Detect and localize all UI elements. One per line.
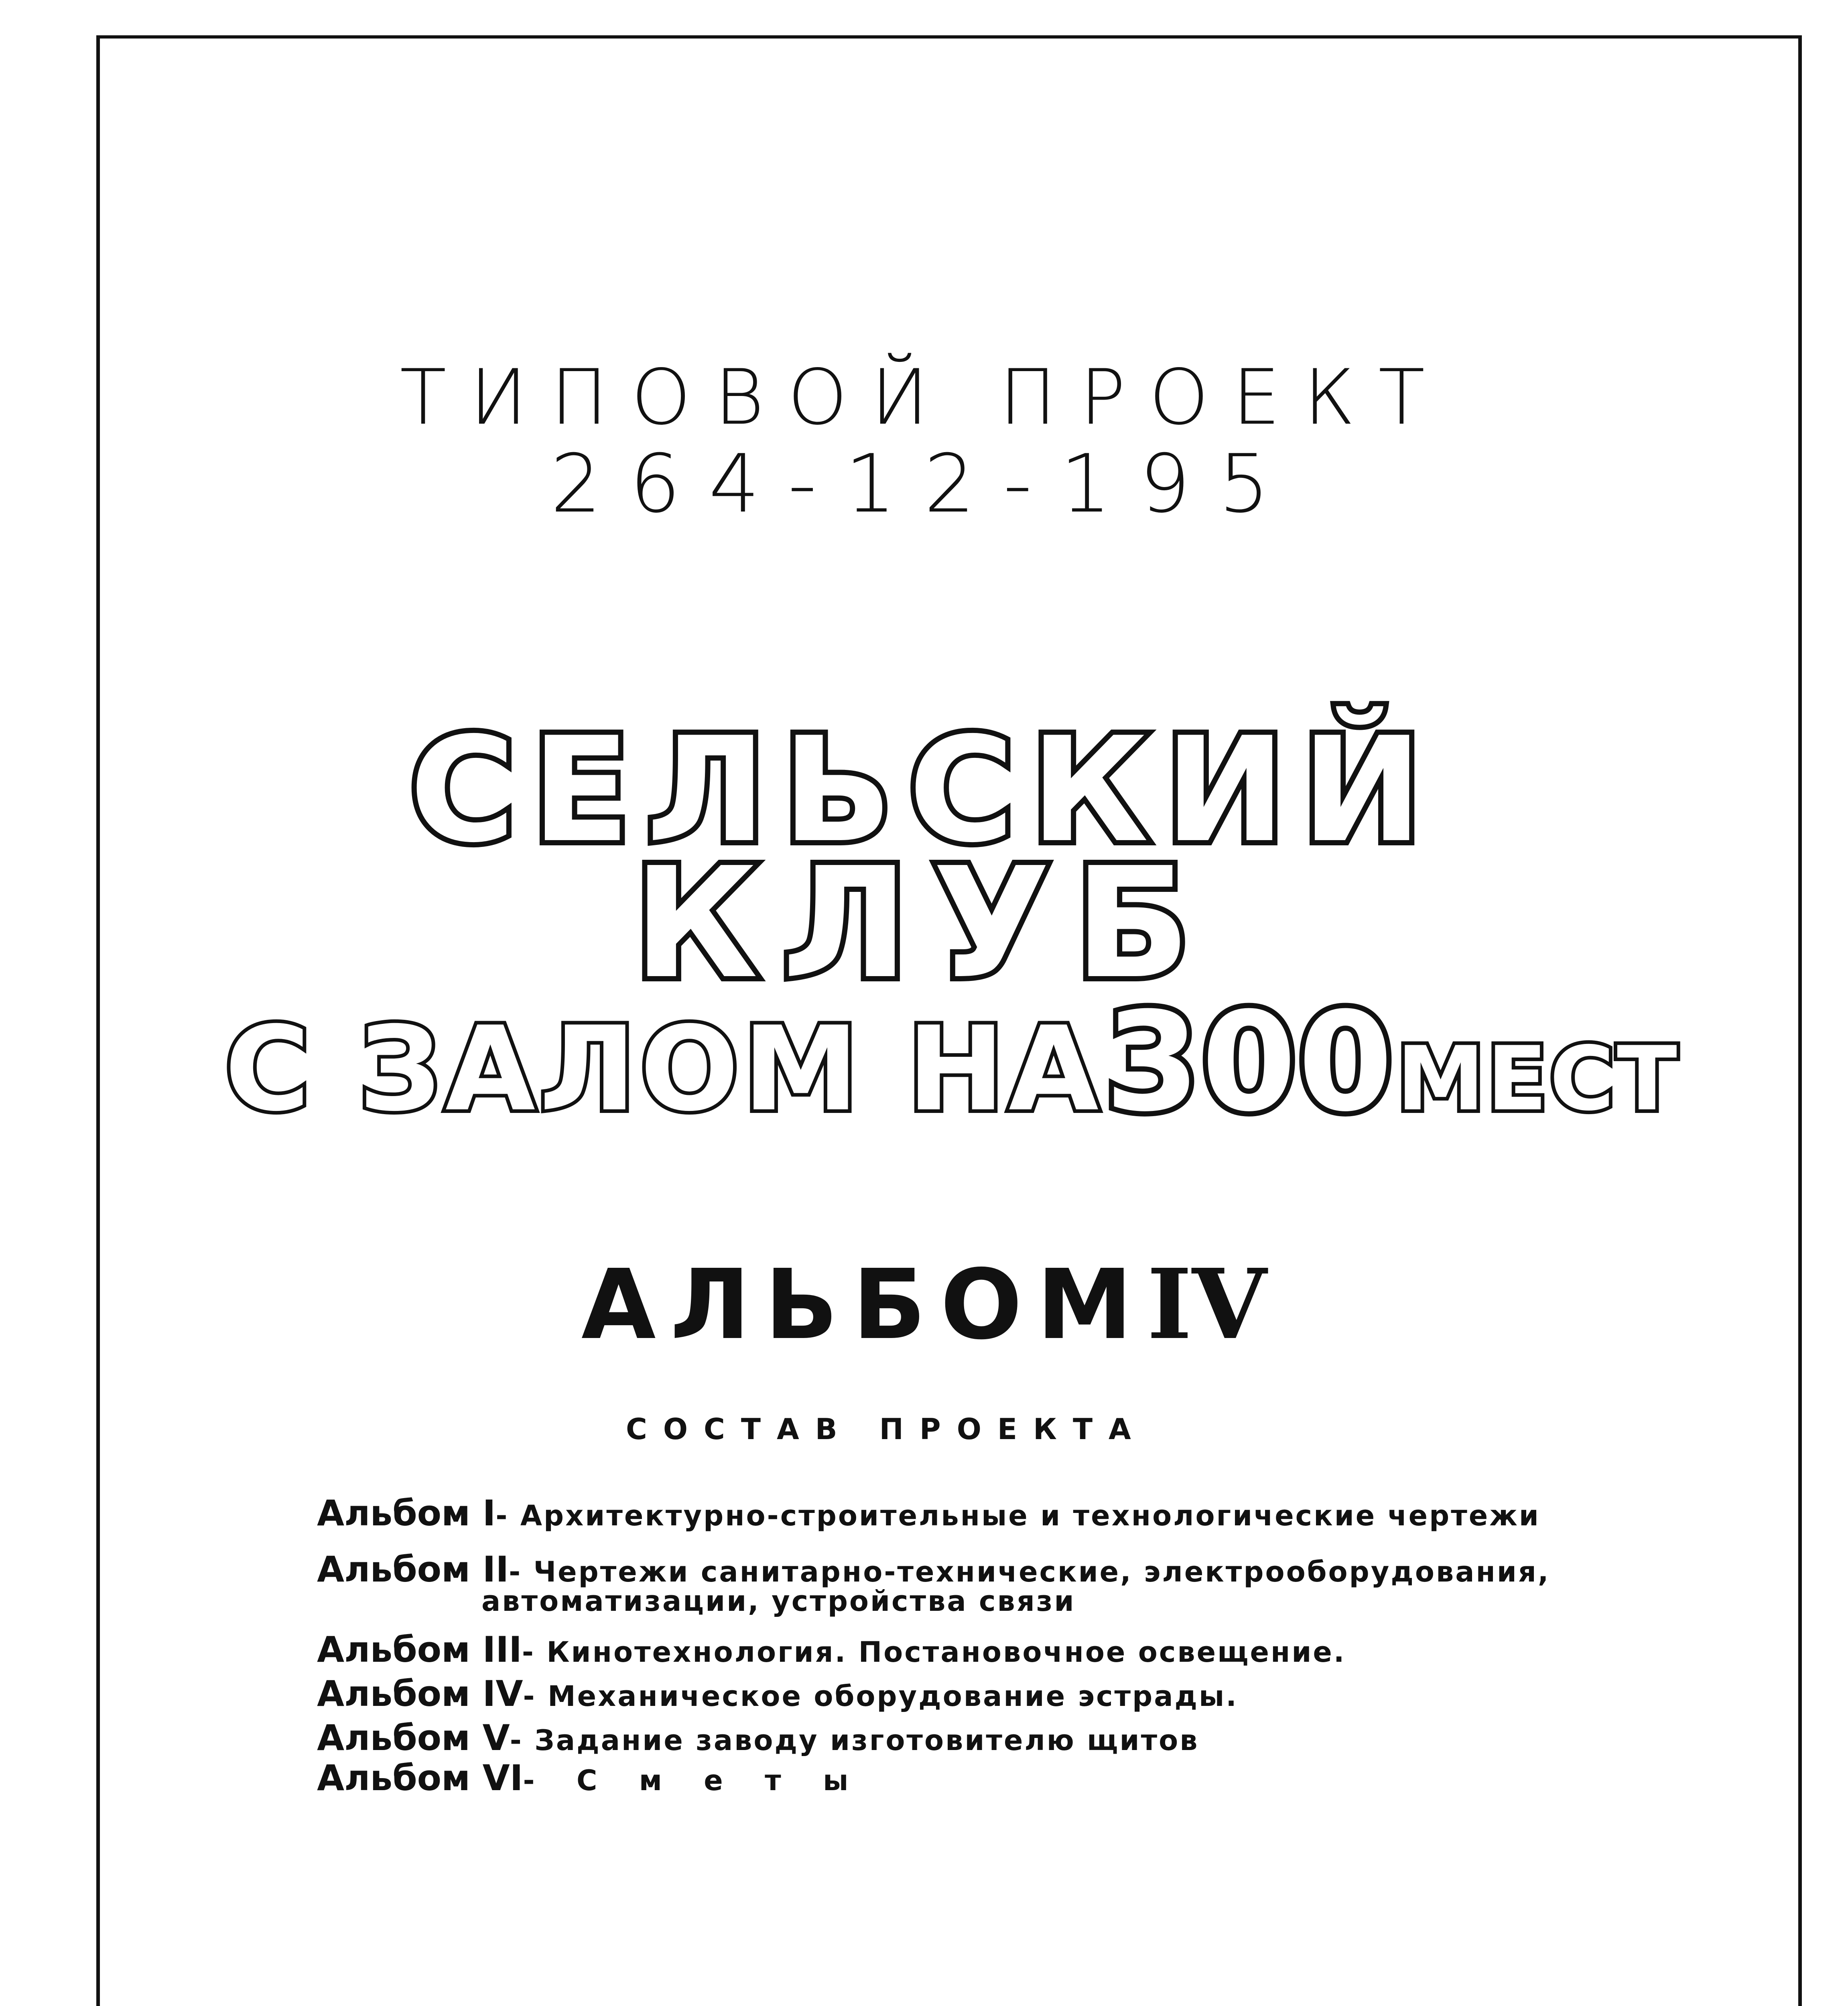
project-number: 264-12-195 [550, 437, 1298, 531]
title-line-3-part-c: МЕСТ [1397, 1027, 1679, 1130]
album-heading [0, 1248, 1848, 1361]
frame-left [96, 35, 100, 2006]
album-item-3-text: - Кинотехнология. Постановочное освещение. [522, 1636, 1346, 1669]
title-line-3-part-b: 300 [1105, 983, 1395, 1142]
composition-heading: СОСТАВ ПРОЕКТА [626, 1412, 1147, 1446]
frame-right [1798, 35, 1802, 2006]
frame-top [96, 35, 1801, 39]
album-item-4-text: - Механическое оборудование эстрады. [523, 1680, 1238, 1713]
album-item-5 [317, 1717, 1199, 1758]
album-item-1 [317, 1492, 1540, 1534]
album-item-2-prefix: Альбом II [317, 1549, 509, 1590]
title-line-1: СЕЛЬСКИЙ [409, 706, 1439, 874]
album-heading-number: IV [1147, 1248, 1267, 1361]
album-item-2-text: - Чертежи санитарно-технические, электрооборудования, [509, 1555, 1550, 1588]
title-line-3 [225, 983, 1679, 1142]
album-item-1-text: - Архитектурно-строительные и технологические чертежи [496, 1499, 1540, 1532]
album-item-3-prefix: Альбом III [317, 1629, 522, 1670]
album-item-5-text: - Задание заводу изготовителю щитов [510, 1724, 1199, 1757]
title-line-2: КЛУБ [633, 834, 1215, 1012]
album-item-4-prefix: Альбом IV [317, 1673, 523, 1714]
album-item-1-prefix: Альбом I [317, 1492, 496, 1534]
album-item-3 [317, 1629, 1346, 1670]
album-item-6-prefix: Альбом VI [317, 1757, 523, 1799]
album-item-2 [317, 1549, 1550, 1590]
title-line-3-part-a: С ЗАЛОМ НА [225, 1002, 1103, 1137]
album-item-6 [317, 1757, 864, 1799]
project-type-heading: ТИПОВОЙ ПРОЕКТ [400, 353, 1448, 442]
album-item-5-prefix: Альбом V [317, 1717, 510, 1758]
album-heading-label: АЛЬБОМ [581, 1249, 1147, 1361]
album-item-2-continuation: автоматизации, устройства связи [481, 1585, 1076, 1618]
album-item-6-text: - С м е т ы [523, 1764, 865, 1797]
album-item-4 [317, 1673, 1238, 1714]
